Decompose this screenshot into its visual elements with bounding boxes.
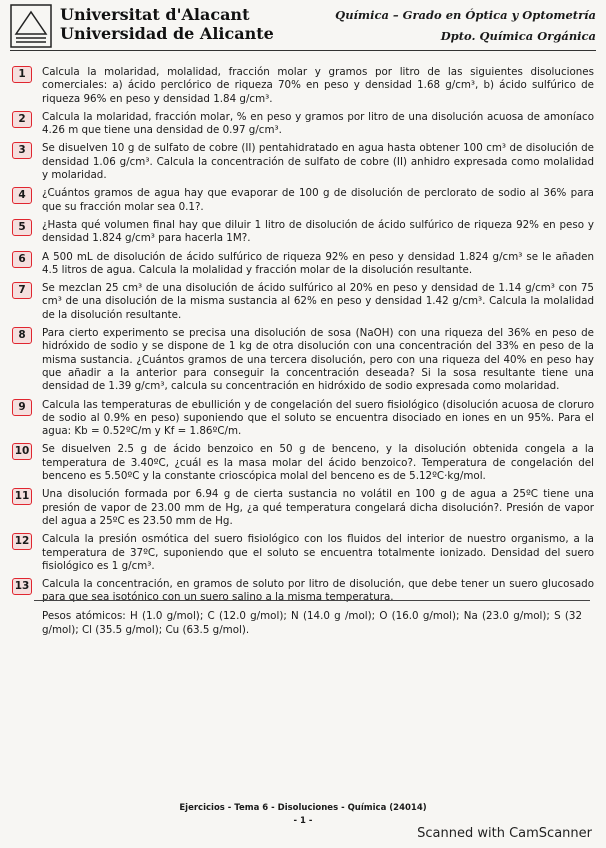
exercise-text: Se mezclan 25 cm³ de una disolución de ácido sulfúrico al 20% en peso y densidad de 1.14 g/cm³ con 75 cm³ de una disolución de la misma sustancia al 62% en peso y densidad 1.42 g/cm³. Calcula la molalidad de la disolución resultante. (42, 282, 594, 321)
exercise-number: 8 (12, 327, 32, 344)
exercise-number: 1 (12, 66, 32, 83)
exercise-text: Una disolución formada por 6.94 g de cierta sustancia no volátil en 100 g de agua a 25ºC tiene una presión de vapor de 23.00 mm de Hg, ¿a qué temperatura congelará dicha disolución?. Presión de vapor del agua a 25ºC es 23.50 mm de Hg. (42, 488, 594, 527)
university-name-valencian: Universitat d'Alacant (60, 5, 250, 24)
exercise-text: Calcula la molaridad, fracción molar, % en peso y gramos por litro de una disolución acuosa de amoníaco 4.26 m que tiene una densidad de 0.97 g/cm³. (42, 110, 594, 137)
exercise-number: 3 (12, 142, 32, 159)
exercise-number: 13 (12, 578, 32, 595)
exercise-item (8, 488, 594, 528)
exercise-text: Se disuelven 10 g de sulfato de cobre (II) pentahidratado en agua hasta obtener 100 cm³ de disolución de densidad 1.06 g/cm³. Calcula la concentración de sulfato de cobre (II) anhidro expresada como molalidad y molaridad. (42, 142, 594, 182)
course-title: Química – Grado en Óptica y Optometría (335, 8, 596, 22)
exercise-text: Calcula la concentración, en gramos de soluto por litro de disolución, que debe tener un suero glucosado para que sea isotónico con un suero salino a la misma temperatura. (42, 578, 594, 604)
university-name-spanish: Universidad de Alicante (60, 24, 274, 43)
page-header (0, 0, 606, 58)
exercise-number: 7 (12, 282, 32, 299)
exercise-item (8, 327, 594, 393)
exercise-number: 9 (12, 399, 32, 416)
exercise-number: 10 (12, 443, 32, 460)
exercise-number: 2 (12, 111, 32, 128)
header-divider (10, 50, 596, 51)
exercise-item (8, 111, 594, 138)
exercise-item (8, 533, 594, 573)
atomic-weights-divider (34, 600, 590, 601)
page-number: - 1 - (293, 816, 313, 826)
exercise-item (8, 219, 594, 246)
exercise-item (8, 142, 594, 182)
exercise-text: A 500 mL de disolución de ácido sulfúrico de riqueza 92% en peso y densidad 1.824 g/cm³ se le añaden 4.5 litros de agua. Calcula la molalidad y fracción molar de la disolución resultante. (42, 250, 594, 276)
exercise-number: 4 (12, 187, 32, 204)
exercise-item (8, 187, 594, 214)
exercise-text: ¿Hasta qué volumen final hay que diluir 1 litro de disolución de ácido sulfúrico de riqueza 92% en peso y densidad 1.824 g/cm³ para hacerla 1M?. (42, 218, 594, 245)
exercise-text: Para cierto experimento se precisa una disolución de sosa (NaOH) con una riqueza del 36% en peso de hidróxido de sodio y se dispone de 1 kg de otra disolución con una concentración del 33% en peso de la misma sustancia. ¿Cuántos gramos de una tercera disolución, pero con una riqueza del 40% en peso hay que añadir a la anterior para conseguir la concentración deseada? Si la sosa resultante tiene una densidad de 1.39 g/cm³, calcula su concentración en hidróxido de sodio expresada como molaridad. (42, 327, 594, 393)
exercise-text: Calcula la presión osmótica del suero fisiológico con los fluidos del interior de nuestro organismo, a la temperatura de 37ºC, suponiendo que el soluto se encuentra totalmente ionizado. Densidad del suero fisiológico es 1 g/cm³. (42, 533, 594, 572)
exercise-number: 11 (12, 488, 32, 505)
exercise-number: 6 (12, 251, 32, 268)
scanner-watermark: Scanned with CamScanner (417, 826, 592, 841)
exercise-text: Se disuelven 2.5 g de ácido benzoico en 50 g de benceno, y la disolución obtenida congela a la temperatura de 3.40ºC, ¿cuál es la masa molar del ácido benzoico?. Temperatura de congelación del benceno es 5.50ºC y la constante crioscópica molal del benceno es de 5.12ºC·kg/mol. (42, 443, 594, 483)
exercise-item (8, 443, 594, 483)
footer-title: Ejercicios - Tema 6 - Disoluciones - Química (24014) (179, 803, 427, 813)
exercise-item (8, 66, 594, 106)
exercise-number: 12 (12, 533, 32, 550)
exercise-number: 5 (12, 219, 32, 236)
exercise-item (8, 399, 594, 439)
exercise-list (8, 66, 594, 610)
department-name: Dpto. Química Orgánica (440, 29, 596, 43)
exercise-text: Calcula la molaridad, molalidad, fracción molar y gramos por litro de las siguientes disoluciones comerciales: a) ácido perclórico de riqueza 70% en peso y densidad 1.68 g/cm³, b) ácido sulfúrico de riqueza 96% en peso y densidad 1.84 g/cm³. (42, 66, 594, 105)
exercise-text: ¿Cuántos gramos de agua hay que evaporar de 100 g de disolución de perclorato de sodio al 36% para que su fracción molar sea 0.1?. (42, 187, 594, 213)
university-logo-icon (10, 4, 52, 48)
exercise-item (8, 251, 594, 278)
exercise-text: Calcula las temperaturas de ebullición y de congelación del suero fisiológico (disolución acuosa de cloruro de sodio al 0.9% en peso) suponiendo que el soluto se encuentra disociado en iones en un 95%. Para el agua: Kb = 0.52ºC/m y Kf = 1.86ºC/m. (42, 398, 594, 438)
atomic-weights: Pesos atómicos: H (1.0 g/mol); C (12.0 g/mol); N (14.0 g /mol); O (16.0 g/mol); Na (23.0 g/mol); S (32 g/mol); Cl (35.5 g/mol); Cu (63.5 g/mol). (42, 610, 582, 636)
exercise-item (8, 282, 594, 322)
